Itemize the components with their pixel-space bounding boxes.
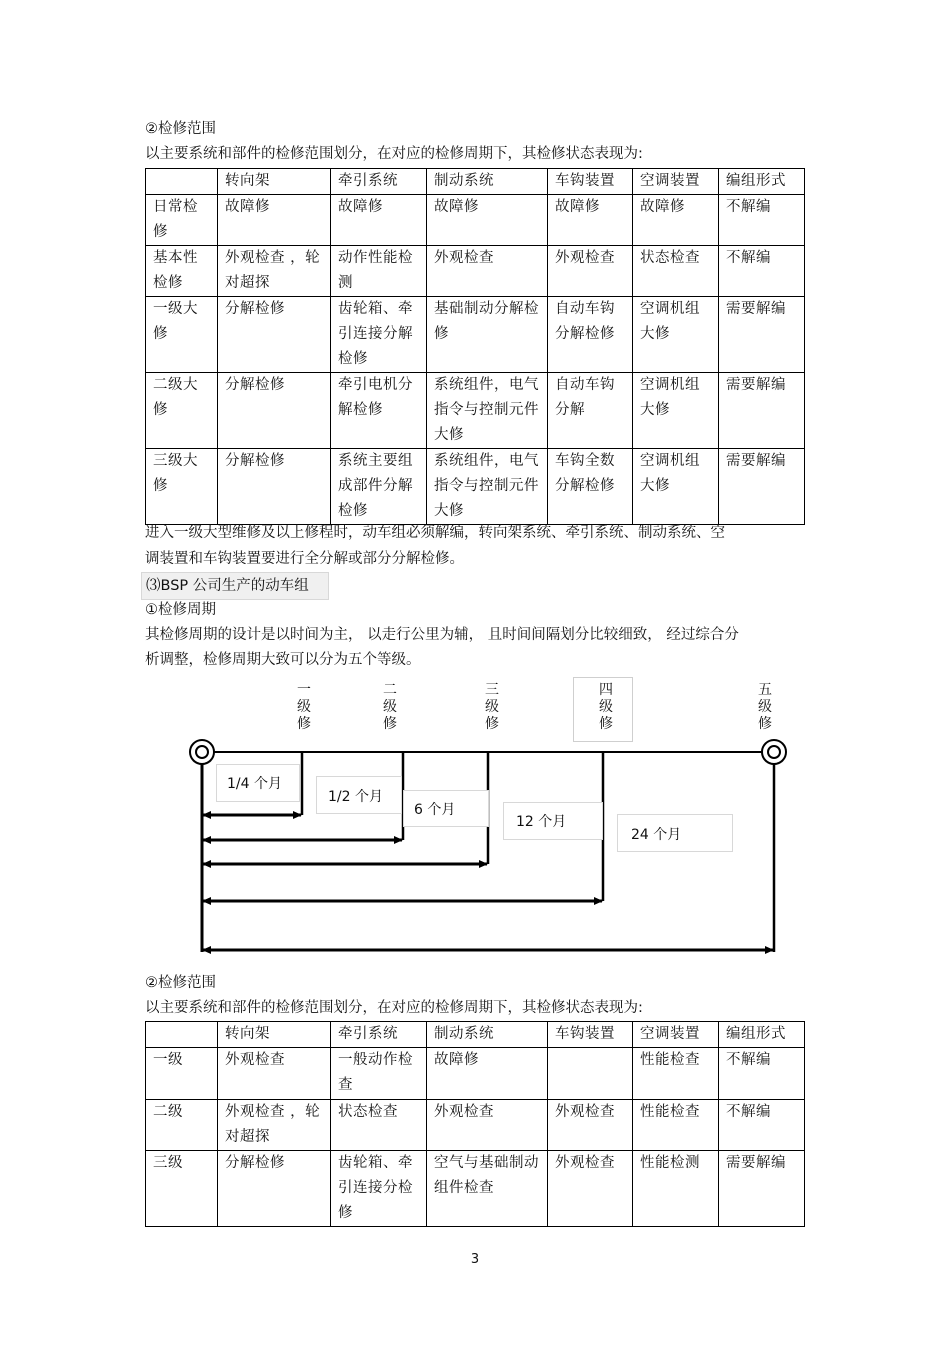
- table-cell: 牵引电机分解检修: [331, 373, 427, 449]
- table-cell: 一级大修: [146, 297, 218, 373]
- table-cell: 故障修: [331, 195, 427, 246]
- table-cell: 性能检查: [633, 1100, 719, 1151]
- header-cell: 空调装置: [633, 169, 719, 195]
- start-circle-inner: [196, 746, 208, 758]
- table-cell: 空气与基础制动组件检查: [427, 1151, 548, 1227]
- header-cell: 制动系统: [427, 169, 548, 195]
- period-label: 6 个月: [403, 790, 489, 827]
- table-cell: 状态检查: [633, 246, 719, 297]
- table-cell: [548, 1048, 633, 1100]
- header-cell: 编组形式: [719, 169, 805, 195]
- start-circle-outer: [190, 740, 214, 764]
- table-cell: 齿轮箱、牵引连接分解检修: [331, 297, 427, 373]
- end-circle-outer: [762, 740, 786, 764]
- table-cell: 动作性能检测: [331, 246, 427, 297]
- table-cell: 空调机组大修: [633, 373, 719, 449]
- table-cell: 三级大修: [146, 449, 218, 525]
- table-cell: 基础制动分解检修: [427, 297, 548, 373]
- section-intro: 以主要系统和部件的检修范围划分，在对应的检修周期下，其检修状态表现为:: [145, 146, 643, 162]
- table-cell: 分解检修: [218, 449, 331, 525]
- header-cell: 制动系统: [427, 1022, 548, 1048]
- table-cell: 不解编: [719, 246, 805, 297]
- note-line: 进入一级大型维修及以上修程时，动车组必须解编，转向架系统、牵引系统、制动系统、空: [145, 525, 725, 541]
- header-cell: 牵引系统: [331, 1022, 427, 1048]
- table-cell: 车钩全数分解检修: [548, 449, 633, 525]
- header-cell: 车钩装置: [548, 169, 633, 195]
- table-cell: 系统组件，电气指令与控制元件大修: [427, 373, 548, 449]
- table-row: [146, 1048, 805, 1100]
- subheading: ①检修周期: [145, 602, 216, 618]
- table-cell: 一般动作检查: [331, 1048, 427, 1100]
- section-title: ②检修范围: [145, 121, 216, 137]
- table-cell: 需要解编: [719, 373, 805, 449]
- table-cell: 不解编: [719, 195, 805, 246]
- table-header-row: [146, 1022, 805, 1048]
- table-cell: 三级: [146, 1151, 218, 1227]
- header-cell: 牵引系统: [331, 169, 427, 195]
- table-cell: 分解检修: [218, 1151, 331, 1227]
- table-cell: 外观检查 ，轮对超探: [218, 246, 331, 297]
- table-cell: 故障修: [427, 1048, 548, 1100]
- period-label: 24 个月: [617, 814, 733, 852]
- table-row: [146, 1151, 805, 1227]
- table-cell: 一级: [146, 1048, 218, 1100]
- header-cell: 编组形式: [719, 1022, 805, 1048]
- page-number: 3: [470, 1252, 480, 1267]
- header-cell: 车钩装置: [548, 1022, 633, 1048]
- paragraph-line: 其检修周期的设计是以时间为主， 以走行公里为辅， 且时间间隔划分比较细致， 经过综合分: [145, 627, 739, 643]
- paragraph-line: 析调整，检修周期大致可以分为五个等级。: [145, 652, 421, 668]
- table-cell: 外观检查: [218, 1048, 331, 1100]
- table-cell: 故障修: [218, 195, 331, 246]
- table-cell: 基本性检修: [146, 246, 218, 297]
- table-cell: 系统组件，电气指令与控制元件大修: [427, 449, 548, 525]
- table-cell: 不解编: [719, 1100, 805, 1151]
- table-cell: 二级大修: [146, 373, 218, 449]
- period-label: 1/2 个月: [316, 776, 402, 814]
- table-cell: 故障修: [548, 195, 633, 246]
- table-cell: 外观检查: [548, 1100, 633, 1151]
- table-row: [146, 1100, 805, 1151]
- period-label: 1/4 个月: [216, 764, 300, 802]
- table-cell: 齿轮箱、牵引连接分检修: [331, 1151, 427, 1227]
- table-cell: 二级: [146, 1100, 218, 1151]
- table-cell: 外观检查 ，轮对超探: [218, 1100, 331, 1151]
- table-cell: 性能检查: [633, 1048, 719, 1100]
- table-cell: 自动车钩分解: [548, 373, 633, 449]
- level-label-1: 一 级 修: [297, 682, 311, 732]
- section-intro: 以主要系统和部件的检修范围划分，在对应的检修周期下，其检修状态表现为:: [145, 1000, 643, 1016]
- level-label-3: 三 级 修: [485, 682, 499, 732]
- table-cell: 外观检查: [548, 1151, 633, 1227]
- table-cell: 日常检修: [146, 195, 218, 246]
- section-title: ②检修范围: [145, 975, 216, 991]
- table-cell: 外观检查: [427, 246, 548, 297]
- end-circle-inner: [768, 746, 780, 758]
- note-line: 调装置和车钩装置要进行全分解或部分分解检修。: [145, 551, 464, 567]
- level-label-2: 二 级 修: [383, 682, 397, 732]
- table-cell: 不解编: [719, 1048, 805, 1100]
- table-cell: 空调机组大修: [633, 449, 719, 525]
- table-cell: 自动车钩分解检修: [548, 297, 633, 373]
- table-cell: 外观检查: [548, 246, 633, 297]
- table-cell: 分解检修: [218, 297, 331, 373]
- header-cell: 转向架: [218, 1022, 331, 1048]
- period-label: 12 个月: [503, 802, 603, 840]
- maintenance-scope-table-2: [145, 1021, 805, 1227]
- table-cell: 分解检修: [218, 373, 331, 449]
- header-cell: 空调装置: [633, 1022, 719, 1048]
- table-cell: 需要解编: [719, 449, 805, 525]
- header-cell: 转向架: [218, 169, 331, 195]
- table-cell: 性能检测: [633, 1151, 719, 1227]
- table-cell: 系统主要组成部件分解检修: [331, 449, 427, 525]
- table-cell: 空调机组大修: [633, 297, 719, 373]
- header-cell: [146, 1022, 218, 1048]
- level-label-4: 四 级 修: [599, 682, 613, 732]
- table-cell: 需要解编: [719, 1151, 805, 1227]
- table-cell: 需要解编: [719, 297, 805, 373]
- level-label-5: 五 级 修: [758, 682, 772, 732]
- table-cell: 故障修: [427, 195, 548, 246]
- table-cell: 故障修: [633, 195, 719, 246]
- table-cell: 外观检查: [427, 1100, 548, 1151]
- table-cell: 状态检查: [331, 1100, 427, 1151]
- section-heading: ⑶BSP 公司生产的动车组: [141, 572, 329, 600]
